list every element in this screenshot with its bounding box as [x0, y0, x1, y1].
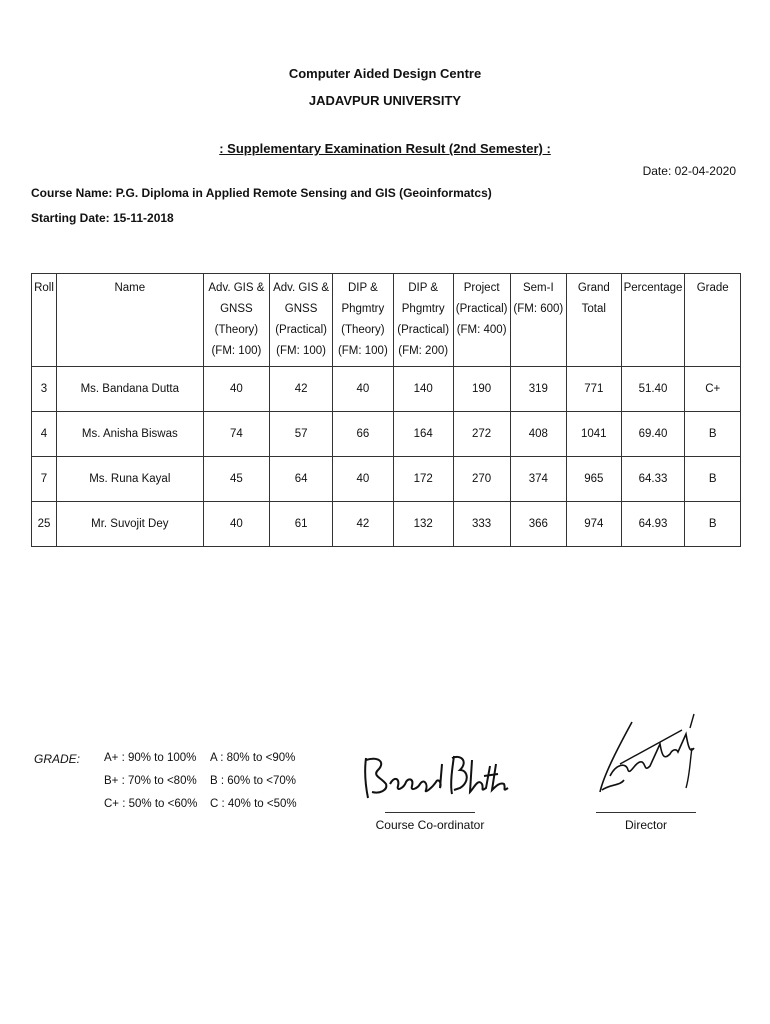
table-cell: 965 [567, 457, 622, 502]
table-cell: 771 [567, 367, 622, 412]
grade-scale-col-2 [210, 747, 297, 816]
table-cell: 132 [393, 502, 453, 547]
column-header [333, 274, 394, 367]
table-cell: 333 [453, 502, 510, 547]
university-title: JADAVPUR UNIVERSITY [308, 93, 462, 108]
table-cell: 57 [270, 412, 333, 457]
column-header-line: Grade [696, 282, 729, 294]
column-header-line: Phgmtry [341, 303, 385, 315]
column-header-line: (Theory) [214, 324, 259, 336]
column-header-line: Sem-I [522, 282, 554, 294]
table-row [32, 457, 741, 502]
grade-item: C+ : 50% to <60% [104, 798, 198, 810]
course-name: Course Name: P.G. Diploma in Applied Remote Sensing and GIS (Geoinformatcs) [31, 186, 492, 200]
column-header-line: GNSS [220, 303, 253, 315]
student-name-cell: Mr. Suvojit Dey [56, 502, 203, 547]
table-cell: 40 [333, 457, 394, 502]
table-cell: 164 [393, 412, 453, 457]
table-cell: 172 [393, 457, 453, 502]
column-header-line: Project [463, 282, 500, 294]
table-cell: 374 [510, 457, 566, 502]
table-cell: 319 [510, 367, 566, 412]
table-cell: 408 [510, 412, 566, 457]
table-cell: 64.93 [621, 502, 685, 547]
table-cell: 69.40 [621, 412, 685, 457]
column-header [685, 274, 741, 367]
table-cell: 140 [393, 367, 453, 412]
table-cell: 3 [32, 367, 57, 412]
column-header-line: Percentage [623, 282, 683, 294]
table-cell: 40 [333, 367, 394, 412]
grade-scale-col-1 [104, 747, 197, 816]
table-cell: 42 [270, 367, 333, 412]
table-cell: B [685, 457, 741, 502]
column-header [203, 274, 270, 367]
column-header-line: Name [114, 282, 146, 294]
table-cell: 64 [270, 457, 333, 502]
column-header [32, 274, 57, 367]
column-header-line: (FM: 600) [513, 303, 564, 315]
table-cell: 40 [203, 502, 270, 547]
table-row [32, 367, 741, 412]
table-cell: 66 [333, 412, 394, 457]
table-cell: 1041 [567, 412, 622, 457]
coordinator-signature-line [385, 812, 475, 813]
student-name-cell: Ms. Anisha Biswas [56, 412, 203, 457]
column-header-line: Adv. GIS & [208, 282, 265, 294]
table-cell: 190 [453, 367, 510, 412]
column-header-line: (FM: 100) [276, 345, 327, 357]
column-header-line: Roll [34, 282, 54, 294]
student-name-cell: Ms. Bandana Dutta [56, 367, 203, 412]
table-cell: 74 [203, 412, 270, 457]
column-header-line: GNSS [284, 303, 318, 315]
grade-item: A : 80% to <90% [210, 752, 296, 764]
column-header-line: DIP & [408, 282, 439, 294]
grade-item: C : 40% to <50% [210, 798, 297, 810]
result-date: Date: 02-04-2020 [642, 164, 736, 178]
column-header [393, 274, 453, 367]
grade-item: A+ : 90% to 100% [104, 752, 197, 764]
result-table [31, 273, 741, 547]
column-header [453, 274, 510, 367]
table-cell: 64.33 [621, 457, 685, 502]
column-header-line: Adv. GIS & [273, 282, 330, 294]
starting-date: Starting Date: 15-11-2018 [31, 211, 174, 225]
coordinator-label: Course Co-ordinator [375, 818, 485, 832]
table-cell: 7 [32, 457, 57, 502]
column-header-line: (Practical) [397, 324, 450, 336]
column-header [56, 274, 203, 367]
table-row [32, 412, 741, 457]
column-header-line: DIP & [347, 282, 378, 294]
column-header-line: Total [581, 303, 606, 315]
table-cell: 40 [203, 367, 270, 412]
table-row [32, 502, 741, 547]
table-cell: 61 [270, 502, 333, 547]
grade-label: GRADE: [34, 752, 81, 766]
column-header-line: (FM: 400) [456, 324, 507, 336]
result-heading: : Supplementary Examination Result (2nd Semester) : [219, 141, 551, 156]
grade-item: B+ : 70% to <80% [104, 775, 197, 787]
student-name-cell: Ms. Runa Kayal [56, 457, 203, 502]
table-cell: 366 [510, 502, 566, 547]
column-header [621, 274, 685, 367]
director-signature-line [596, 812, 696, 813]
table-cell: 272 [453, 412, 510, 457]
column-header-line: (Practical) [275, 324, 327, 336]
column-header [510, 274, 566, 367]
column-header-line: (Theory) [341, 324, 385, 336]
coordinator-signature [358, 748, 528, 808]
table-cell: 974 [567, 502, 622, 547]
table-cell: B [685, 412, 741, 457]
table-cell: 25 [32, 502, 57, 547]
director-label: Director [624, 818, 667, 832]
column-header-line: (FM: 100) [337, 345, 388, 357]
table-cell: B [685, 502, 741, 547]
table-cell: 4 [32, 412, 57, 457]
org-title: Computer Aided Design Centre [288, 66, 482, 81]
table-cell: 51.40 [621, 367, 685, 412]
column-header [270, 274, 333, 367]
table-cell: 270 [453, 457, 510, 502]
table-body [32, 367, 741, 547]
grade-item: B : 60% to <70% [210, 775, 296, 787]
column-header [567, 274, 622, 367]
table-cell: 45 [203, 457, 270, 502]
table-header-row [32, 274, 741, 367]
table-cell: C+ [685, 367, 741, 412]
column-header-line: Grand [577, 282, 610, 294]
column-header-line: (FM: 200) [398, 345, 449, 357]
table-cell: 42 [333, 502, 394, 547]
column-header-line: (Practical) [455, 303, 508, 315]
column-header-line: (FM: 100) [211, 345, 262, 357]
director-signature [590, 704, 710, 804]
column-header-line: Phgmtry [401, 303, 445, 315]
